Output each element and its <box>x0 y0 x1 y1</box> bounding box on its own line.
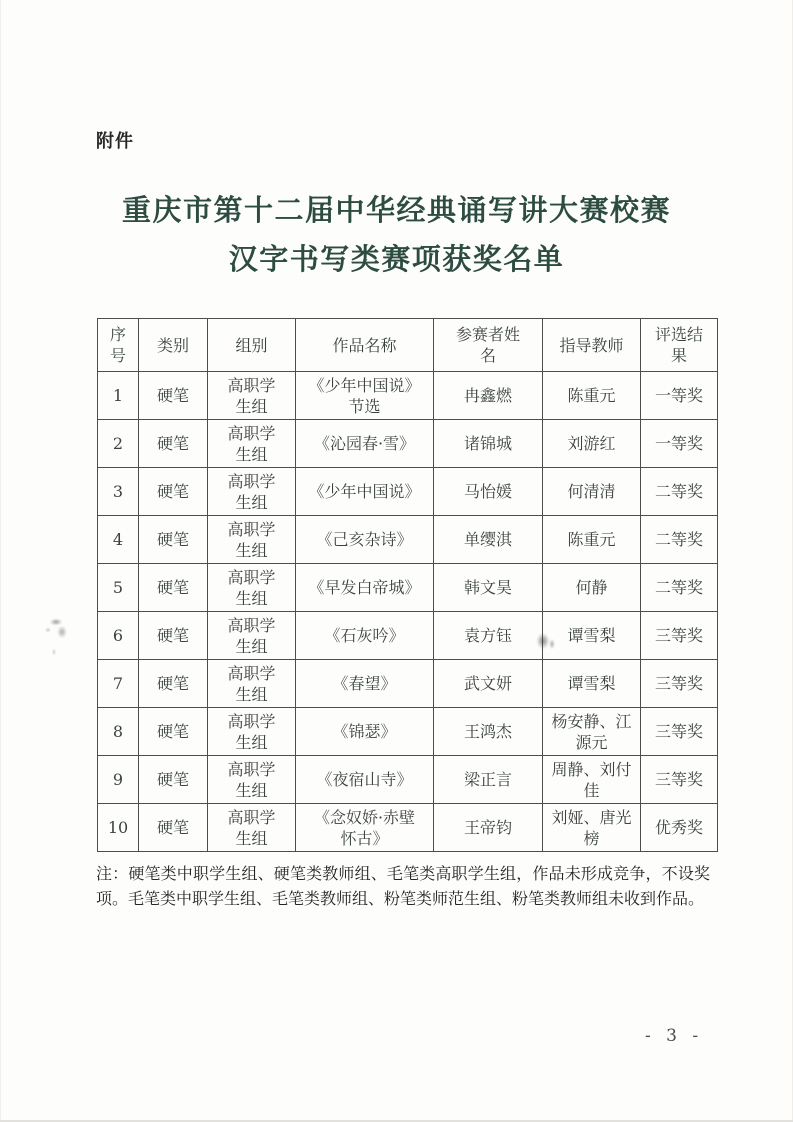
col-header-category: 类别 <box>139 319 208 372</box>
cell-serial: 6 <box>98 612 139 660</box>
cell-instructor: 刘游红 <box>543 420 641 468</box>
cell-work-title: 《沁园春·雪》 <box>296 420 434 468</box>
cell-work-title: 《春望》 <box>296 660 434 708</box>
col-header-serial: 序号 <box>98 319 139 372</box>
cell-work-title: 《锦瑟》 <box>296 708 434 756</box>
col-header-work-title: 作品名称 <box>296 319 434 372</box>
awards-table <box>97 318 718 852</box>
table-row <box>98 468 718 516</box>
table-header-row <box>98 319 718 372</box>
cell-award: 二等奖 <box>641 564 718 612</box>
cell-serial: 1 <box>98 372 139 420</box>
cell-serial: 8 <box>98 708 139 756</box>
cell-instructor: 谭雪梨 <box>543 612 641 660</box>
document-title-line1: 重庆市第十二届中华经典诵写讲大赛校赛 <box>121 193 671 227</box>
cell-instructor: 陈重元 <box>543 516 641 564</box>
cell-category: 硬笔 <box>139 564 208 612</box>
cell-award: 一等奖 <box>641 420 718 468</box>
cell-award: 三等奖 <box>641 708 718 756</box>
cell-work-title: 《早发白帝城》 <box>296 564 434 612</box>
col-header-result: 评选结果 <box>641 319 718 372</box>
cell-work-title: 《石灰吟》 <box>296 612 434 660</box>
cell-award: 二等奖 <box>641 516 718 564</box>
cell-category: 硬笔 <box>139 468 208 516</box>
table-row <box>98 420 718 468</box>
cell-participant-name: 王鸿杰 <box>434 708 543 756</box>
table-row <box>98 756 718 804</box>
table-row <box>98 612 718 660</box>
cell-award: 二等奖 <box>641 468 718 516</box>
page-number: - 3 - <box>645 1026 704 1046</box>
table-row <box>98 708 718 756</box>
cell-award: 三等奖 <box>641 660 718 708</box>
cell-instructor: 谭雪梨 <box>543 660 641 708</box>
table-row <box>98 564 718 612</box>
document-title <box>0 186 793 284</box>
cell-group: 高职学生组 <box>208 660 296 708</box>
document-title-line2: 汉字书写类赛项获奖名单 <box>228 242 565 276</box>
cell-category: 硬笔 <box>139 660 208 708</box>
table-row <box>98 660 718 708</box>
scan-ink-smudge-left-margin <box>34 604 74 666</box>
cell-serial: 2 <box>98 420 139 468</box>
cell-work-title: 《念奴娇·赤壁怀古》 <box>296 804 434 852</box>
cell-award: 一等奖 <box>641 372 718 420</box>
cell-award: 三等奖 <box>641 612 718 660</box>
cell-participant-name: 武文妍 <box>434 660 543 708</box>
cell-participant-name: 冉鑫燃 <box>434 372 543 420</box>
cell-instructor: 周静、刘付佳 <box>543 756 641 804</box>
cell-category: 硬笔 <box>139 612 208 660</box>
cell-serial: 5 <box>98 564 139 612</box>
cell-participant-name: 梁正言 <box>434 756 543 804</box>
cell-serial: 9 <box>98 756 139 804</box>
cell-group: 高职学生组 <box>208 756 296 804</box>
cell-award: 优秀奖 <box>641 804 718 852</box>
cell-group: 高职学生组 <box>208 372 296 420</box>
cell-category: 硬笔 <box>139 708 208 756</box>
cell-work-title: 《己亥杂诗》 <box>296 516 434 564</box>
col-header-participant: 参赛者姓名 <box>434 319 543 372</box>
cell-award: 三等奖 <box>641 756 718 804</box>
cell-participant-name: 韩文昊 <box>434 564 543 612</box>
cell-participant-name: 袁方钰 <box>434 612 543 660</box>
cell-category: 硬笔 <box>139 516 208 564</box>
cell-instructor: 刘娅、唐光榜 <box>543 804 641 852</box>
table-row <box>98 804 718 852</box>
cell-work-title: 《少年中国说》 <box>296 468 434 516</box>
col-header-group: 组别 <box>208 319 296 372</box>
cell-category: 硬笔 <box>139 804 208 852</box>
cell-participant-name: 诸锦城 <box>434 420 543 468</box>
cell-work-title: 《少年中国说》节选 <box>296 372 434 420</box>
cell-serial: 7 <box>98 660 139 708</box>
cell-serial: 3 <box>98 468 139 516</box>
cell-participant-name: 马怡媛 <box>434 468 543 516</box>
cell-group: 高职学生组 <box>208 804 296 852</box>
cell-instructor: 何清清 <box>543 468 641 516</box>
footnote: 注：硬笔类中职学生组、硬笔类教师组、毛笔类高职学生组，作品未形成竞争，不设奖项。毛笔类中职学生组、毛笔类教师组、粉笔类师范生组、粉笔类教师组未收到作品。 <box>96 864 710 908</box>
col-header-instructor: 指导教师 <box>543 319 641 372</box>
cell-group: 高职学生组 <box>208 516 296 564</box>
cell-category: 硬笔 <box>139 756 208 804</box>
cell-group: 高职学生组 <box>208 564 296 612</box>
cell-category: 硬笔 <box>139 372 208 420</box>
table-row <box>98 516 718 564</box>
cell-instructor: 杨安静、江源元 <box>543 708 641 756</box>
cell-work-title: 《夜宿山寺》 <box>296 756 434 804</box>
cell-participant-name: 单缨淇 <box>434 516 543 564</box>
cell-participant-name: 王帝钧 <box>434 804 543 852</box>
cell-group: 高职学生组 <box>208 612 296 660</box>
cell-instructor: 陈重元 <box>543 372 641 420</box>
table-row <box>98 372 718 420</box>
cell-serial: 4 <box>98 516 139 564</box>
cell-group: 高职学生组 <box>208 420 296 468</box>
cell-group: 高职学生组 <box>208 468 296 516</box>
cell-instructor: 何静 <box>543 564 641 612</box>
cell-group: 高职学生组 <box>208 708 296 756</box>
cell-category: 硬笔 <box>139 420 208 468</box>
attachment-label: 附件 <box>96 131 134 151</box>
cell-serial: 10 <box>98 804 139 852</box>
